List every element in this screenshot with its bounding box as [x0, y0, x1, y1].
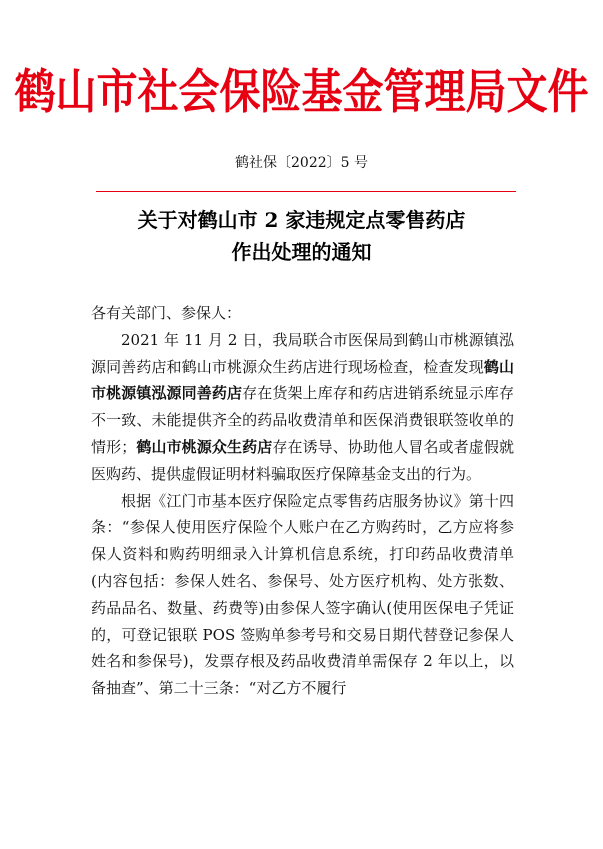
salutation: 各有关部门、参保人： [91, 304, 242, 322]
paragraph-1-text-a: 2021 年 11 月 2 日，我局联合市医保局到鹤山市桃源镇泓源同善药店和鹤山市桃源众生药店进行现场检查，检查发现 [91, 330, 514, 376]
document-header-title: 鹤山市社会保险基金管理局文件 [14, 64, 589, 120]
notice-title-line-2: 作出处理的通知 [231, 240, 372, 264]
pharmacy-name-tongshan: 鹤山市桃源镇泓源同善药店 [91, 357, 514, 403]
document-body [91, 300, 514, 702]
paragraph-1-text-e: 存在诱导、协助他人冒名或者虚假就医购药、提供虚假证明材料骗取医疗保障基金支出的行为。 [91, 437, 514, 483]
document-number: 鹤社保〔2022〕5 号 [235, 155, 368, 171]
paragraph-1-text-c: 存在货架上库存和药店进销系统显示库存不一致、未能提供齐全的药品收费清单和医保消费银联签收单的情形； [91, 384, 514, 456]
notice-title [0, 204, 603, 268]
paragraph-inspection [91, 327, 514, 488]
paragraph-agreement-clause: 根据《江门市基本医疗保险定点零售药店服务协议》第十四条：“参保人使用医疗保险个人账户在乙方购药时，乙方应将参保人资料和购药明细录入计算机信息系统，打印药品收费清单(内容包括：参保人姓名、参保号、处方医疗机构、处方张数、药品品名、数量、药费等)由参保人签字确认(使用医保电子凭证的，可登记银联 POS 签购单参考号和交易日期代替登记参保人姓名和参保号)，发票存根及药品收费清单需保存 2 年以上，以备抽查”、第二十三条：“对乙方不履行 [91, 491, 514, 698]
notice-title-line-1: 关于对鹤山市 2 家违规定点零售药店 [137, 208, 466, 232]
pharmacy-name-zhongsheng: 鹤山市桃源众生药店 [136, 437, 273, 456]
header-divider [96, 191, 516, 192]
